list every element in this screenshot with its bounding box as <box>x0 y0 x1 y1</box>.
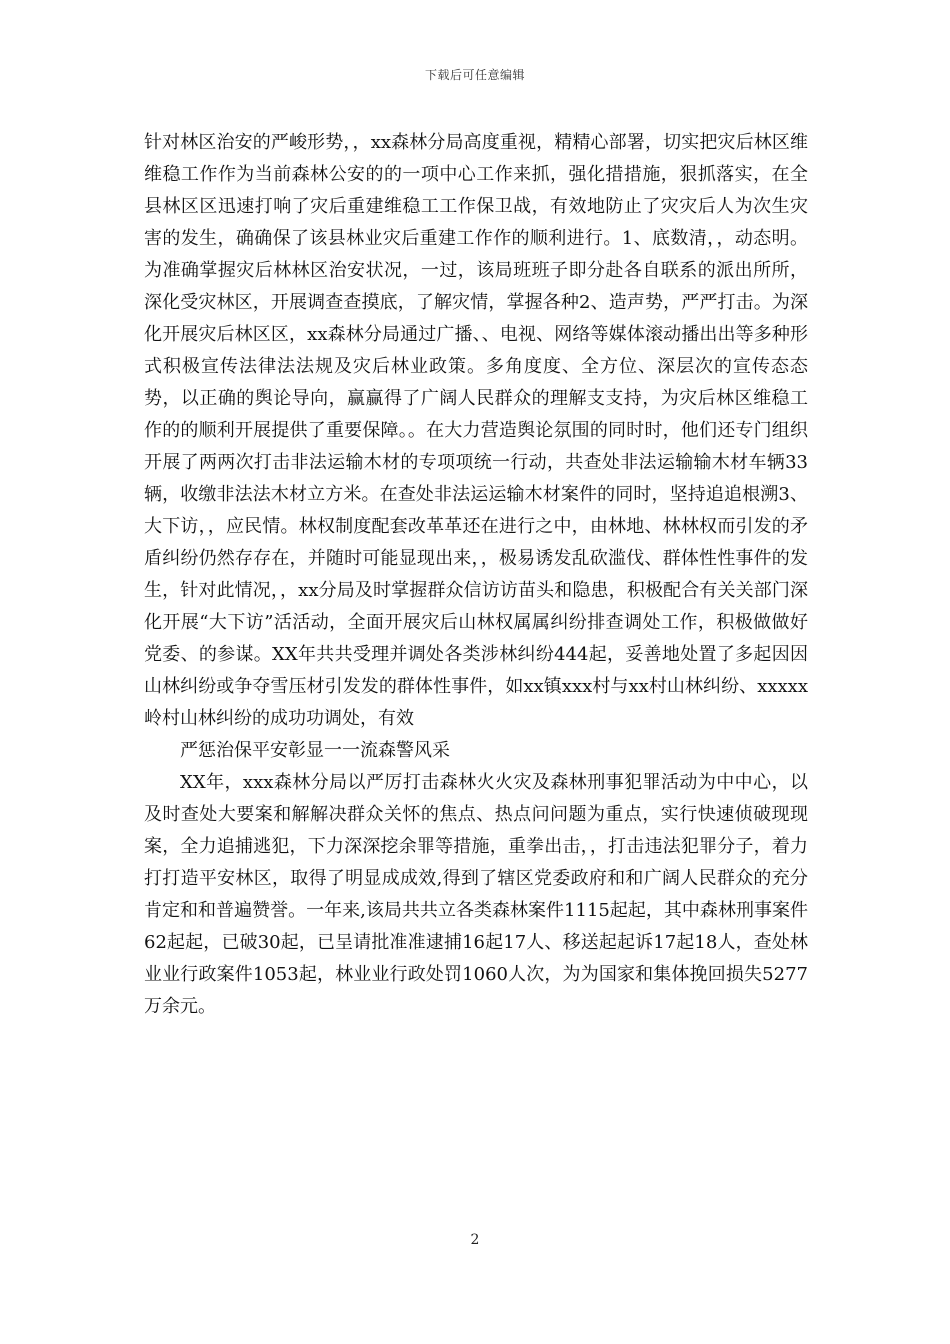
page-header: 下载后可任意编辑 <box>424 68 525 82</box>
section-heading: 严惩治保平安彰显一一流森警风采 <box>180 740 450 761</box>
document-body <box>144 127 808 1023</box>
paragraph-crackdown: XX年，xxx森林分局以严厉打击森林火火灾及森林刑事犯罪活动为中中心，以及时查处大要案和解解决群众关怀的焦点、热点问问题为重点，实行快速侦破现现案，全力追捕逃犯，下力深深挖余罪等措施，重拳出击，，打击违法犯罪分子，着力打打造平安林区，取得了明显成成效,得到了辖区党委政府和和广阔人民群众的充分肯定和和普遍赞誉。一年来,该局共共立各类森林案件1115起起，其中森林刑事案件62起起，已破30起，已呈请批准准逮捕16起17人、移送起起诉17起18人，查处林业业行政案件1053起，林业业行政处罚1060人次，为为国家和集体挽回损失5277万余元。 <box>144 772 808 1017</box>
page-number: 2 <box>470 1232 480 1248</box>
paragraph-forest-stability: 针对林区治安的严峻形势，，xx森林分局高度重视，精精心部署，切实把灾后林区维维稳工作作为当前森林公安的的一项中心工作来抓，强化措措施，狠抓落实，在全县林区区迅速打响了灾后重建维稳工工作保卫战，有效地防止了灾灾后人为次生灾害的发生，确确保了该县林业灾后重建工作作的顺利进行。1、底数清，，动态明。为准确掌握灾后林林区治安状况，一过，该局班班子即分赴各自联系的派出所所，深化受灾林区，开展调查查摸底，了解灾情，掌握各种2、造声势，严严打击。为深化开展灾后林区区，xx森林分局通过广播、、电视、网络等媒体滚动播出出等多种形式积极宣传法律法法规及灾后林业政策。多角度度、全方位、深层次的宣传态态势，以正确的舆论导向，赢赢得了广阔人民群众的理解支支持，为灾后林区维稳工作的的顺利开展提供了重要保障。。在大力营造舆论氛围的同时时，他们还专门组织开展了两两次打击非法运输木材的专项项统一行动，共查处非法运输输木材车辆33辆，收缴非法法木材立方米。在查处非法运运输木材案件的同时，坚持追追根溯3、大下访，，应民情。林权制度配套改革革还在进行之中，由林地、林林权而引发的矛盾纠纷仍然存存在，并随时可能显现出来，，极易诱发乱砍滥伐、群体性性事件的发生，针对此情况，，xx分局及时掌握群众信访访苗头和隐患，积极配合有关关部门深化开展“大下访”活活动，全面开展灾后山林权属属纠纷排查调处工作，积极做做好党委、的参谋。XX年共共受理并调处各类涉林纠纷444起，妥善地处置了多起因因山林纠纷或争夺雪压材引发发的群体性事件，如xx镇xxx村与xx村山林纠纷、xxxxx岭村山林纠纷的成功功调处，有效 <box>144 132 808 729</box>
